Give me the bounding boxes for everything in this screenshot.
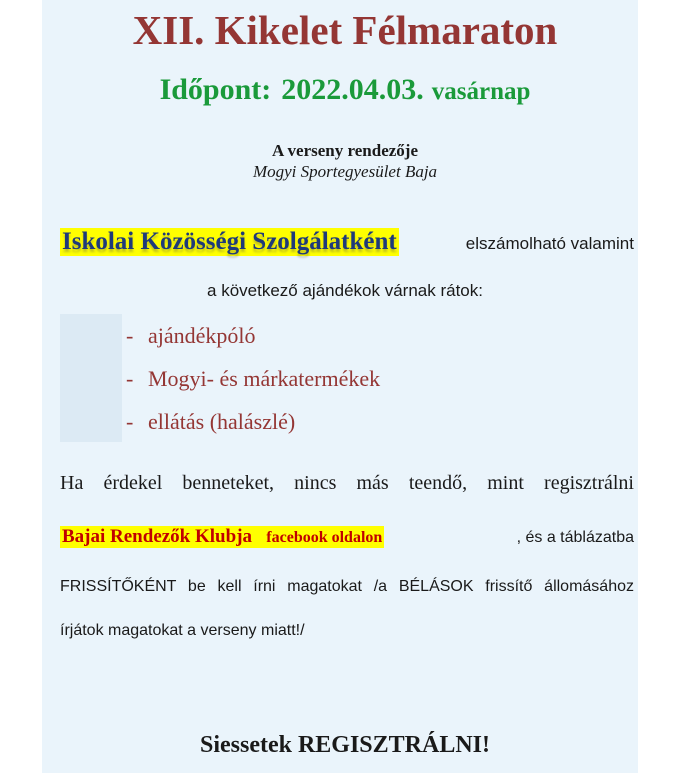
club-name: Bajai Rendezők Klubja <box>62 526 253 547</box>
list-item <box>126 400 380 443</box>
facebook-link[interactable]: facebook oldalon <box>266 529 383 546</box>
date-value: 2022.04.03. <box>281 73 424 106</box>
iksz-rest: elszámolható valamint <box>465 234 634 253</box>
date-day: vasárnap <box>431 78 531 105</box>
club-link[interactable] <box>60 526 384 548</box>
organizer-heading: A verseny rendezője <box>271 141 419 160</box>
registration-line-2-rest: , és a táblázatba <box>516 529 634 546</box>
list-dash: - <box>126 366 134 391</box>
event-title: XII. Kikelet Félmaraton <box>132 7 558 53</box>
gift-label: Mogyi- és márkatermékek <box>148 366 381 391</box>
list-dash: - <box>126 409 134 434</box>
list-dash: - <box>126 323 134 348</box>
list-item <box>126 357 380 400</box>
date-label: Időpont: <box>159 73 272 106</box>
registration-line-1: Ha érdekel benneteket, nincs más teendő, mint regisztrálni <box>60 472 634 494</box>
list-item <box>126 314 380 357</box>
organizer-name: Mogyi Sportegyesület Baja <box>252 162 438 181</box>
gift-list <box>126 314 380 443</box>
registration-line-3: FRISSÍTŐKÉNT be kell írni magatokat /a BÉLÁSOK frissítő állomásához <box>60 578 634 595</box>
gifts-intro: a következő ajándékok várnak rátok: <box>207 281 483 300</box>
gift-label: ajándékpóló <box>148 323 256 348</box>
iksz-highlight: Iskolai Közösségi Szolgálatként <box>62 228 397 255</box>
call-to-action: Siessetek REGISZTRÁLNI! <box>199 732 491 758</box>
event-date <box>0 70 690 115</box>
registration-line-2 <box>60 526 634 548</box>
registration-line-4: írjátok magatokat a verseny miatt!/ <box>60 622 305 639</box>
gift-label: ellátás (halászlé) <box>148 409 296 434</box>
iksz-line <box>60 228 634 256</box>
gift-list-shade <box>60 314 122 442</box>
